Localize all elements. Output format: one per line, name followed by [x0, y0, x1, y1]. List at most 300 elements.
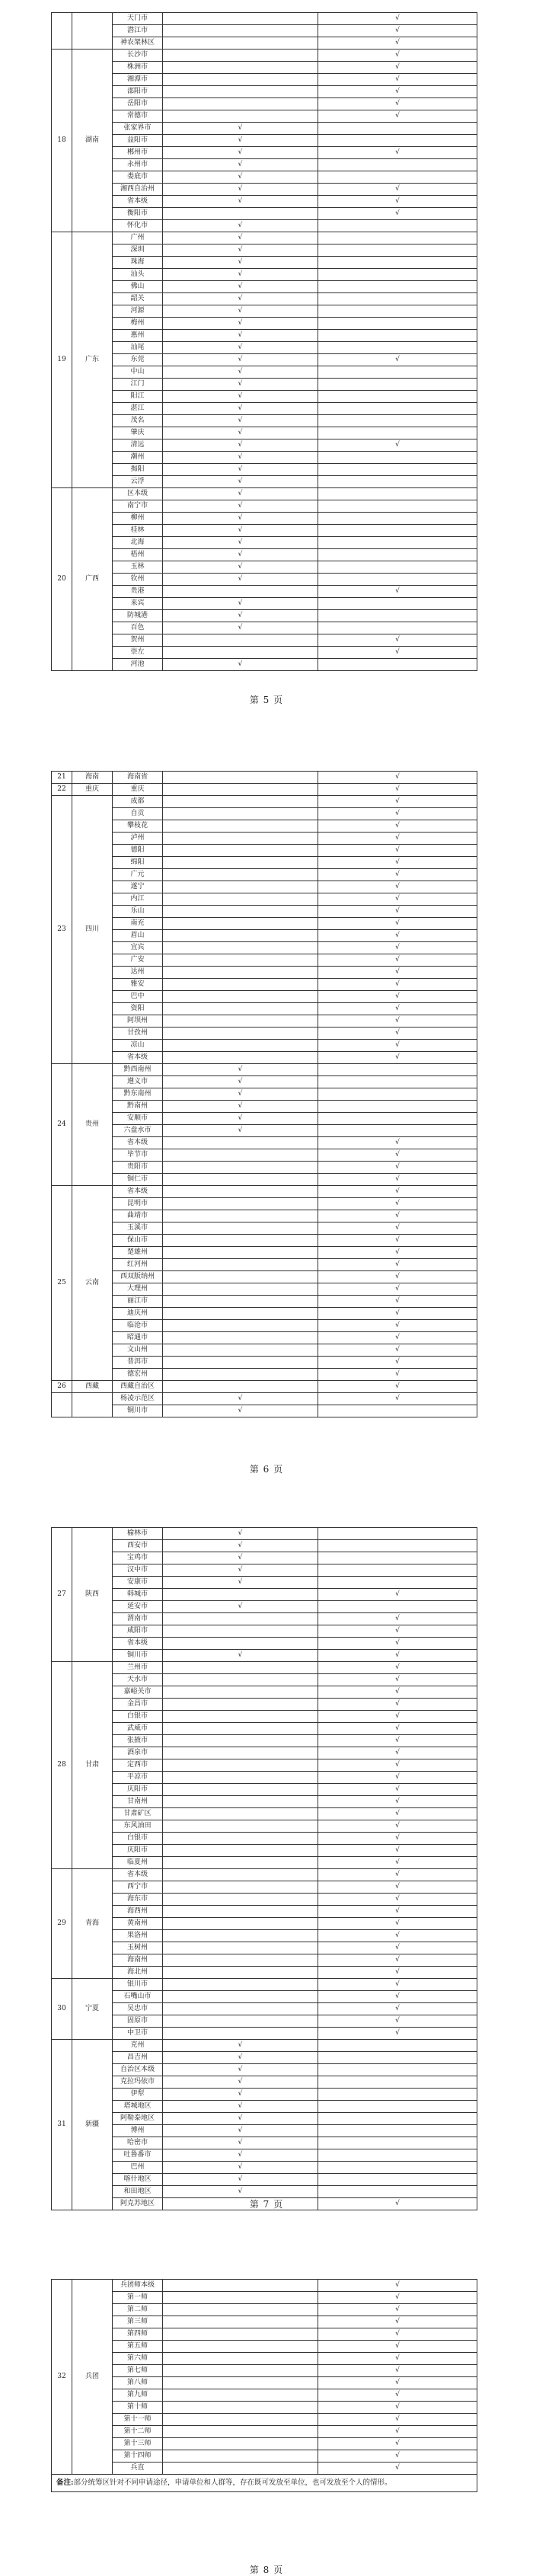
person-check: √ — [318, 1784, 477, 1796]
unit-check — [163, 1857, 318, 1869]
table-row — [52, 1222, 477, 1235]
unit-check — [163, 845, 318, 857]
city-name: 河源 — [113, 305, 163, 318]
table-row — [52, 1967, 477, 1979]
person-check: √ — [318, 1796, 477, 1808]
table-row — [52, 1028, 477, 1040]
unit-check: √ — [163, 464, 318, 476]
table-row — [52, 1759, 477, 1772]
city-name: 安顺市 — [113, 1113, 163, 1125]
person-check: √ — [318, 1283, 477, 1296]
table-row — [52, 881, 477, 893]
unit-check — [163, 634, 318, 647]
table-row — [52, 1088, 477, 1101]
province-name: 湖南 — [72, 50, 113, 232]
person-check: √ — [318, 1699, 477, 1711]
person-check: √ — [318, 906, 477, 918]
city-name: 铜川市 — [113, 1405, 163, 1417]
city-name: 石嘴山市 — [113, 1991, 163, 2003]
table-row — [52, 281, 477, 293]
unit-check: √ — [163, 1540, 318, 1552]
person-check: √ — [318, 1040, 477, 1052]
unit-check — [163, 1344, 318, 1357]
note-row — [52, 2475, 477, 2492]
table-row — [52, 366, 477, 379]
note-label: 备注: — [56, 2479, 74, 2487]
table-row — [52, 1137, 477, 1149]
person-check — [318, 171, 477, 184]
unit-check — [163, 1820, 318, 1833]
city-name: 内江 — [113, 893, 163, 906]
unit-check: √ — [163, 171, 318, 184]
person-check — [318, 1577, 477, 1589]
city-name: 防城港 — [113, 610, 163, 622]
province-name: 宁夏 — [72, 1979, 113, 2040]
city-name: 区本级 — [113, 488, 163, 500]
city-name: 庆阳市 — [113, 1845, 163, 1857]
person-check: √ — [318, 1906, 477, 1918]
person-check — [318, 305, 477, 318]
unit-check — [163, 1967, 318, 1979]
person-check: √ — [318, 2463, 477, 2475]
table-row — [52, 857, 477, 869]
person-check — [318, 549, 477, 561]
unit-check: √ — [163, 269, 318, 281]
person-check: √ — [318, 110, 477, 123]
person-check — [318, 500, 477, 513]
city-name: 武威市 — [113, 1723, 163, 1735]
city-name: 玉林 — [113, 561, 163, 574]
city-name: 广州 — [113, 232, 163, 244]
city-name: 丽江市 — [113, 1296, 163, 1308]
table-row — [52, 37, 477, 50]
city-name: 梧州 — [113, 549, 163, 561]
city-name: 韶关 — [113, 293, 163, 305]
unit-check: √ — [163, 415, 318, 427]
person-check: √ — [318, 1369, 477, 1381]
city-name: 咸阳市 — [113, 1625, 163, 1638]
note-cell — [52, 2475, 477, 2492]
unit-check — [163, 1638, 318, 1650]
unit-check — [163, 784, 318, 796]
unit-check: √ — [163, 2076, 318, 2089]
unit-check — [163, 2292, 318, 2304]
unit-check — [163, 796, 318, 808]
city-name: 西宁市 — [113, 1881, 163, 1894]
city-name: 茂名 — [113, 415, 163, 427]
table-row — [52, 586, 477, 598]
person-check — [318, 330, 477, 342]
city-name: 湘潭市 — [113, 74, 163, 86]
person-check — [318, 659, 477, 671]
city-name: 海北州 — [113, 1967, 163, 1979]
unit-check — [163, 833, 318, 845]
person-check: √ — [318, 1149, 477, 1162]
city-name: 中卫市 — [113, 2028, 163, 2040]
group-number: 27 — [52, 1528, 72, 1662]
city-name: 第二师 — [113, 2304, 163, 2316]
person-check: √ — [318, 2328, 477, 2341]
person-check: √ — [318, 1686, 477, 1699]
unit-check: √ — [163, 391, 318, 403]
city-name: 北海 — [113, 537, 163, 549]
city-name: 省本级 — [113, 1052, 163, 1064]
table-row — [52, 1528, 477, 1540]
unit-check: √ — [163, 1088, 318, 1101]
person-check: √ — [318, 1393, 477, 1405]
city-name: 昆明市 — [113, 1198, 163, 1210]
city-name: 阿克苏地区 — [113, 2198, 163, 2210]
table-row — [52, 2341, 477, 2353]
person-check: √ — [318, 1845, 477, 1857]
city-name: 第十二师 — [113, 2426, 163, 2438]
unit-check — [163, 2438, 318, 2450]
city-name: 黔东南州 — [113, 1088, 163, 1101]
table-row — [52, 1772, 477, 1784]
table-row — [52, 74, 477, 86]
city-name: 巴中 — [113, 991, 163, 1003]
person-check: √ — [318, 1613, 477, 1625]
city-name: 德阳 — [113, 845, 163, 857]
table-row — [52, 1003, 477, 1015]
city-name: 肇庆 — [113, 427, 163, 439]
unit-check: √ — [163, 318, 318, 330]
unit-check: √ — [163, 561, 318, 574]
table-row — [52, 610, 477, 622]
person-check — [318, 2113, 477, 2125]
table-row — [52, 342, 477, 354]
person-check: √ — [318, 2015, 477, 2028]
table-row — [52, 1198, 477, 1210]
person-check — [318, 1405, 477, 1417]
person-check: √ — [318, 1674, 477, 1686]
table-row — [52, 820, 477, 833]
city-name: 白银市 — [113, 1711, 163, 1723]
person-check: √ — [318, 1137, 477, 1149]
unit-check — [163, 772, 318, 784]
city-name: 大理州 — [113, 1283, 163, 1296]
province-name: 青海 — [72, 1869, 113, 1979]
table-row — [52, 476, 477, 488]
person-check: √ — [318, 1723, 477, 1735]
person-check — [318, 123, 477, 135]
person-check — [318, 135, 477, 147]
table-row — [52, 2064, 477, 2076]
person-check: √ — [318, 147, 477, 159]
unit-check — [163, 1881, 318, 1894]
unit-check — [163, 1686, 318, 1699]
note-text: 部分统筹区针对不同申请途径，申请单位和人群等，存在既可发放至单位，也可发放至个人的情形。 — [73, 2479, 392, 2487]
unit-check — [163, 86, 318, 98]
city-name: 衡阳市 — [113, 208, 163, 220]
person-check: √ — [318, 808, 477, 820]
unit-check — [163, 1711, 318, 1723]
unit-check: √ — [163, 2089, 318, 2101]
city-name: 眉山 — [113, 930, 163, 942]
city-name: 广安 — [113, 954, 163, 967]
unit-check — [163, 1662, 318, 1674]
person-check: √ — [318, 1174, 477, 1186]
city-name: 兰州市 — [113, 1662, 163, 1674]
city-name: 定西市 — [113, 1759, 163, 1772]
unit-check: √ — [163, 488, 318, 500]
unit-check: √ — [163, 330, 318, 342]
unit-check — [163, 1186, 318, 1198]
group-number: 31 — [52, 2040, 72, 2210]
table-row — [52, 98, 477, 110]
province-name: 甘肃 — [72, 1662, 113, 1869]
person-check — [318, 1564, 477, 1577]
city-name: 韩城市 — [113, 1589, 163, 1601]
city-name: 昌吉州 — [113, 2052, 163, 2064]
unit-check: √ — [163, 220, 318, 232]
city-name: 南充 — [113, 918, 163, 930]
unit-check — [163, 1930, 318, 1942]
unit-check: √ — [163, 2040, 318, 2052]
table-row — [52, 391, 477, 403]
unit-check — [163, 1991, 318, 2003]
table-row — [52, 452, 477, 464]
unit-check: √ — [163, 281, 318, 293]
city-name: 省本级 — [113, 1638, 163, 1650]
table-row — [52, 2125, 477, 2137]
table-row — [52, 991, 477, 1003]
city-name: 喀什地区 — [113, 2174, 163, 2186]
unit-check: √ — [163, 184, 318, 196]
group-number — [52, 13, 72, 50]
unit-check — [163, 906, 318, 918]
city-name: 德宏州 — [113, 1369, 163, 1381]
unit-check — [163, 208, 318, 220]
city-name: 西双版纳州 — [113, 1271, 163, 1283]
table-row — [52, 1711, 477, 1723]
unit-check: √ — [163, 537, 318, 549]
person-check: √ — [318, 1625, 477, 1638]
city-name: 酒泉市 — [113, 1747, 163, 1759]
city-name: 第十四师 — [113, 2450, 163, 2463]
city-name: 第六师 — [113, 2353, 163, 2365]
city-name: 海南省 — [113, 772, 163, 784]
person-check: √ — [318, 1869, 477, 1881]
city-name: 甘孜州 — [113, 1028, 163, 1040]
city-name: 文山州 — [113, 1344, 163, 1357]
person-check — [318, 1064, 477, 1076]
unit-check — [163, 1198, 318, 1210]
table-row — [52, 1638, 477, 1650]
table-row — [52, 647, 477, 659]
person-check — [318, 269, 477, 281]
table-row — [52, 1101, 477, 1113]
table-row — [52, 2028, 477, 2040]
unit-check — [163, 98, 318, 110]
group-number: 22 — [52, 784, 72, 796]
table-row — [52, 796, 477, 808]
city-name: 临夏州 — [113, 1857, 163, 1869]
city-name: 达州 — [113, 967, 163, 979]
unit-check: √ — [163, 2186, 318, 2198]
person-check — [318, 1076, 477, 1088]
city-name: 资阳 — [113, 1003, 163, 1015]
table-row — [52, 659, 477, 671]
person-check: √ — [318, 647, 477, 659]
group-number: 28 — [52, 1662, 72, 1869]
unit-check: √ — [163, 1125, 318, 1137]
person-check: √ — [318, 2280, 477, 2292]
person-check — [318, 403, 477, 415]
city-name: 神农架林区 — [113, 37, 163, 50]
unit-check — [163, 2426, 318, 2438]
table-row — [52, 1076, 477, 1088]
person-check: √ — [318, 845, 477, 857]
city-name: 常德市 — [113, 110, 163, 123]
unit-check — [163, 1028, 318, 1040]
unit-check — [163, 1942, 318, 1954]
table-row — [52, 784, 477, 796]
city-name: 第八师 — [113, 2377, 163, 2389]
table-row — [52, 439, 477, 452]
person-check: √ — [318, 1747, 477, 1759]
person-check: √ — [318, 184, 477, 196]
unit-check: √ — [163, 123, 318, 135]
city-name: 西安市 — [113, 1540, 163, 1552]
table-row — [52, 1259, 477, 1271]
person-check: √ — [318, 1296, 477, 1308]
person-check: √ — [318, 1332, 477, 1344]
city-name: 贺州 — [113, 634, 163, 647]
person-check — [318, 2174, 477, 2186]
province-name: 新疆 — [72, 2040, 113, 2210]
person-check: √ — [318, 439, 477, 452]
table-row — [52, 464, 477, 476]
table-row — [52, 2052, 477, 2064]
unit-check: √ — [163, 403, 318, 415]
city-name: 第十一师 — [113, 2414, 163, 2426]
table-row — [52, 1820, 477, 1833]
table-row — [52, 1796, 477, 1808]
person-check: √ — [318, 1857, 477, 1869]
table-row — [52, 561, 477, 574]
unit-check — [163, 1210, 318, 1222]
person-check: √ — [318, 2377, 477, 2389]
table-row — [52, 1332, 477, 1344]
city-name: 潜江市 — [113, 25, 163, 37]
table-row — [52, 1979, 477, 1991]
unit-check — [163, 1772, 318, 1784]
unit-check — [163, 930, 318, 942]
unit-check: √ — [163, 2137, 318, 2149]
table-row — [52, 2426, 477, 2438]
table-row — [52, 62, 477, 74]
person-check: √ — [318, 2438, 477, 2450]
city-name: 自治区本级 — [113, 2064, 163, 2076]
unit-check — [163, 2353, 318, 2365]
table-row — [52, 1784, 477, 1796]
person-check — [318, 622, 477, 634]
table-row — [52, 500, 477, 513]
region-table — [51, 2279, 477, 2492]
unit-check — [163, 1784, 318, 1796]
unit-check — [163, 2414, 318, 2426]
city-name: 深圳 — [113, 244, 163, 257]
table-row — [52, 123, 477, 135]
table-row — [52, 1235, 477, 1247]
city-name: 贵港 — [113, 586, 163, 598]
unit-check — [163, 893, 318, 906]
table-row — [52, 1906, 477, 1918]
table-row — [52, 1589, 477, 1601]
table-row — [52, 845, 477, 857]
province-name: 西藏 — [72, 1381, 113, 1393]
unit-check: √ — [163, 659, 318, 671]
unit-check — [163, 1162, 318, 1174]
unit-check — [163, 1869, 318, 1881]
unit-check — [163, 1845, 318, 1857]
city-name: 江门 — [113, 379, 163, 391]
person-check: √ — [318, 881, 477, 893]
table-row — [52, 634, 477, 647]
table-row — [52, 1381, 477, 1393]
person-check — [318, 2137, 477, 2149]
city-name: 克拉玛依市 — [113, 2076, 163, 2089]
table-row — [52, 622, 477, 634]
table-row — [52, 1320, 477, 1332]
unit-check — [163, 2028, 318, 2040]
person-check — [318, 537, 477, 549]
person-check: √ — [318, 1735, 477, 1747]
person-check: √ — [318, 1186, 477, 1198]
unit-check: √ — [163, 1577, 318, 1589]
city-name: 黔西南州 — [113, 1064, 163, 1076]
unit-check: √ — [163, 439, 318, 452]
group-number: 25 — [52, 1186, 72, 1381]
unit-check: √ — [163, 1393, 318, 1405]
table-row — [52, 537, 477, 549]
person-check — [318, 2089, 477, 2101]
city-name: 湛江 — [113, 403, 163, 415]
group-number: 20 — [52, 488, 72, 671]
table-row — [52, 1686, 477, 1699]
city-name: 渭南市 — [113, 1613, 163, 1625]
city-name: 自贡 — [113, 808, 163, 820]
person-check: √ — [318, 25, 477, 37]
table-row — [52, 2414, 477, 2426]
person-check: √ — [318, 74, 477, 86]
table-row — [52, 2353, 477, 2365]
table-row — [52, 1881, 477, 1894]
table-row — [52, 1954, 477, 1967]
person-check: √ — [318, 2028, 477, 2040]
person-check — [318, 1552, 477, 1564]
table-row — [52, 1723, 477, 1735]
person-check: √ — [318, 796, 477, 808]
table-row — [52, 1393, 477, 1405]
city-name: 延安市 — [113, 1601, 163, 1613]
city-name: 固原市 — [113, 2015, 163, 2028]
unit-check — [163, 2402, 318, 2414]
person-check — [318, 427, 477, 439]
person-check — [318, 391, 477, 403]
city-name: 金昌市 — [113, 1699, 163, 1711]
group-number: 24 — [52, 1064, 72, 1186]
person-check: √ — [318, 1808, 477, 1820]
group-number: 19 — [52, 232, 72, 488]
table-row — [52, 1942, 477, 1954]
city-name: 东莞 — [113, 354, 163, 366]
page-7 — [0, 1508, 533, 2210]
person-check: √ — [318, 2341, 477, 2353]
person-check: √ — [318, 979, 477, 991]
person-check: √ — [318, 2304, 477, 2316]
